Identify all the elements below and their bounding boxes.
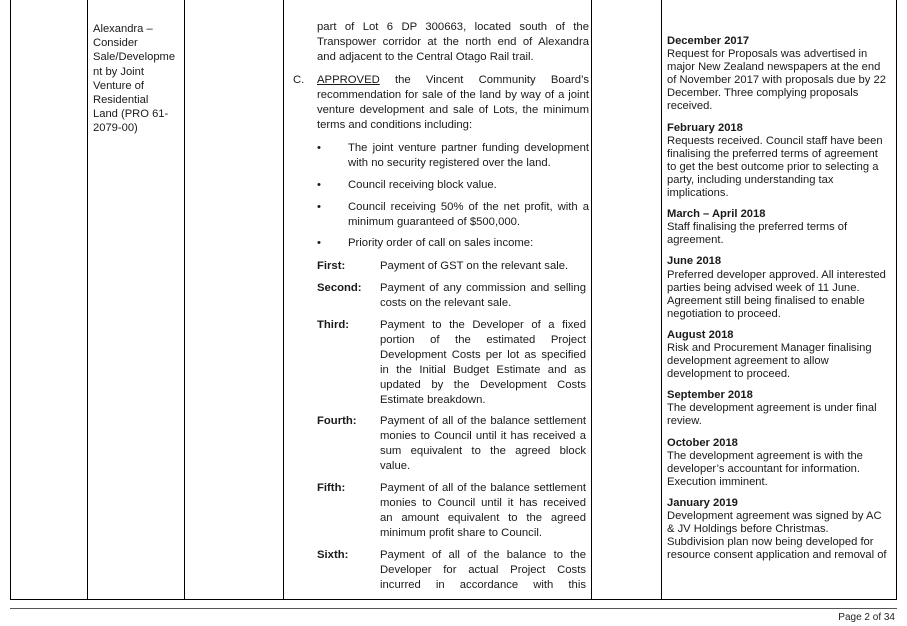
text-line: Council receiving block value. [348, 179, 497, 191]
text-line: Staff finalising the preferred terms of [667, 221, 848, 234]
item-title-cell [93, 22, 179, 136]
text-line: negotiation to proceed. [667, 307, 781, 320]
status-entry [667, 35, 893, 114]
text-line: sum equivalent to the agreed block [380, 445, 586, 457]
text-line: monies to Council until it has received a [380, 430, 586, 442]
text-line: Development Costs per lot as specified [380, 349, 586, 361]
text-line: Payment of all of the balance settlement [380, 415, 586, 427]
text-line: Priority order of call on sales income: [348, 237, 534, 249]
text-line: of November 2017 with proposals due by 22 [667, 74, 886, 87]
text-line: part of Lot 6 DP 300663, located south of the [317, 21, 589, 33]
text-line: Agreement still being finalised to enable [667, 294, 865, 307]
text-line: Execution imminent. [667, 475, 768, 488]
item-title-line: Venture of [93, 79, 145, 92]
text-line: with no security registered over the land. [348, 157, 551, 169]
column-divider-5 [661, 0, 662, 600]
bullet-icon: • [317, 237, 321, 249]
text-line: developer’s accountant for information. [667, 462, 860, 475]
text-line: Payment of any commission and selling [380, 282, 586, 294]
item-title-line: Sale/Developme [93, 51, 176, 64]
text-line: Preferred developer approved. All interested [667, 268, 886, 281]
text-line: to get the best outcome prior to selecting a [667, 160, 879, 173]
order-label: Second: [317, 282, 362, 294]
item-title-line: Alexandra – [93, 23, 153, 35]
text-line [317, 73, 589, 88]
text-line: The development agreement is with the [667, 449, 863, 462]
text-line: Payment of GST on the relevant sale. [380, 260, 569, 272]
text-line: major New Zealand newspapers at the end [667, 61, 881, 74]
text-line: resource consent application and removal of [667, 549, 887, 562]
item-title-line: 2079-00) [93, 122, 138, 135]
status-entry-heading: March – April 2018 [667, 208, 766, 221]
text-line: portion of the estimated Project [380, 334, 586, 346]
table-border-left [10, 0, 11, 600]
text-line: parties being advised week of 11 June. [667, 281, 860, 294]
text-line: value. [380, 460, 411, 472]
text-line: recommendation for sale of the land by way of a joint [317, 89, 589, 101]
text-line: December. Three complying proposals [667, 87, 859, 100]
status-entry-heading: September 2018 [667, 389, 753, 402]
bullet-icon: • [317, 201, 321, 213]
status-entry-heading: December 2017 [667, 35, 750, 47]
text-line: development to proceed. [667, 368, 791, 381]
status-entry [667, 208, 893, 247]
bullet-icon: • [317, 142, 321, 154]
column-divider-4 [591, 0, 592, 600]
order-label: Sixth: [317, 549, 349, 561]
text-line: Development agreement was signed by AC [667, 510, 882, 522]
approved-label: APPROVED [317, 74, 380, 86]
status-entry-heading: August 2018 [667, 328, 734, 341]
text-line: review. [667, 415, 702, 428]
status-entry [667, 255, 893, 320]
order-label: Fourth: [317, 415, 357, 427]
order-label: Third: [317, 319, 349, 331]
text-line: Council receiving 50% of the net profit, with a [348, 201, 589, 213]
text-line: Payment of all of the balance to the [380, 549, 586, 561]
status-updates-cell [667, 35, 893, 570]
text-line: Payment to the Developer of a fixed [380, 319, 586, 331]
text-line: costs on the relevant sale. [380, 297, 512, 309]
item-title-line: Residential [93, 94, 149, 107]
text-line: Transpower corridor at the north end of Alexandra [317, 36, 589, 48]
column-divider-2 [184, 0, 185, 600]
item-title-line: Land (PRO 61- [93, 108, 169, 121]
text-line: minimum profit share to Council. [380, 527, 542, 539]
text-line: finalising the preferred terms of agreement [667, 147, 878, 160]
column-divider-3 [283, 0, 284, 600]
resolution-c-label: C. [293, 74, 305, 86]
text-line: Payment of all of the balance settlement [380, 482, 586, 494]
resolution-intro [293, 20, 589, 65]
text-line: received. [667, 100, 713, 113]
text-line: party, including understanding tax [667, 173, 834, 186]
page-number: Page 2 of 34 [838, 612, 895, 623]
text-line: terms and conditions including: [317, 119, 473, 131]
table-border-bottom [10, 599, 897, 600]
item-title-line: nt by Joint [93, 65, 144, 78]
text-line: Developer for actual Project Costs [380, 564, 586, 576]
text-line: Risk and Procurement Manager finalising [667, 341, 872, 354]
status-entry-heading: January 2019 [667, 496, 738, 509]
column-divider-1 [87, 0, 88, 600]
status-entry-heading: June 2018 [667, 255, 722, 268]
status-entry [667, 497, 893, 562]
text-line: & JV Holdings before Christmas. [667, 523, 829, 536]
status-entry-heading: February 2018 [667, 121, 743, 134]
footer-rule [10, 608, 897, 609]
text-line: venture development and sale of Lots, the minimum [317, 104, 589, 116]
text-line: implications. [667, 187, 729, 200]
text-line: an amount equivalent to the agreed [380, 512, 586, 524]
text-line: monies to Council until it has received [380, 497, 586, 509]
text-line: and adjacent to the Central Otago Rail trail. [317, 51, 534, 63]
status-entry [667, 437, 893, 489]
status-entry [667, 122, 893, 201]
text-line: development agreement to allow [667, 355, 829, 368]
text-line: The development agreement is under final [667, 402, 877, 415]
text-line: Subdivision plan now being developed for [667, 536, 874, 549]
text-line: in the Initial Budget Estimate and as [380, 364, 586, 376]
text-line: Estimate breakdown. [380, 394, 486, 406]
text-line: The joint venture partner funding development [348, 142, 589, 154]
table-border-right [896, 0, 897, 600]
status-entry-heading: October 2018 [667, 436, 738, 449]
order-label: First: [317, 260, 346, 272]
text-line: Request for Proposals was advertised in [667, 48, 868, 61]
text-line: agreement. [667, 234, 724, 247]
text-line: Requests received. Council staff have been [667, 134, 883, 147]
status-entry [667, 329, 893, 381]
bullet-icon: • [317, 179, 321, 191]
item-title-line: Consider [93, 37, 138, 50]
text-line: incurred in accordance with this [380, 579, 586, 591]
text-line: updated by the Development Costs [380, 379, 586, 391]
text-fragment: the Vincent Community Board’s [379, 74, 589, 86]
text-line: minimum guaranteed of $500,000. [348, 216, 521, 228]
order-label: Fifth: [317, 482, 346, 494]
status-entry [667, 389, 893, 428]
